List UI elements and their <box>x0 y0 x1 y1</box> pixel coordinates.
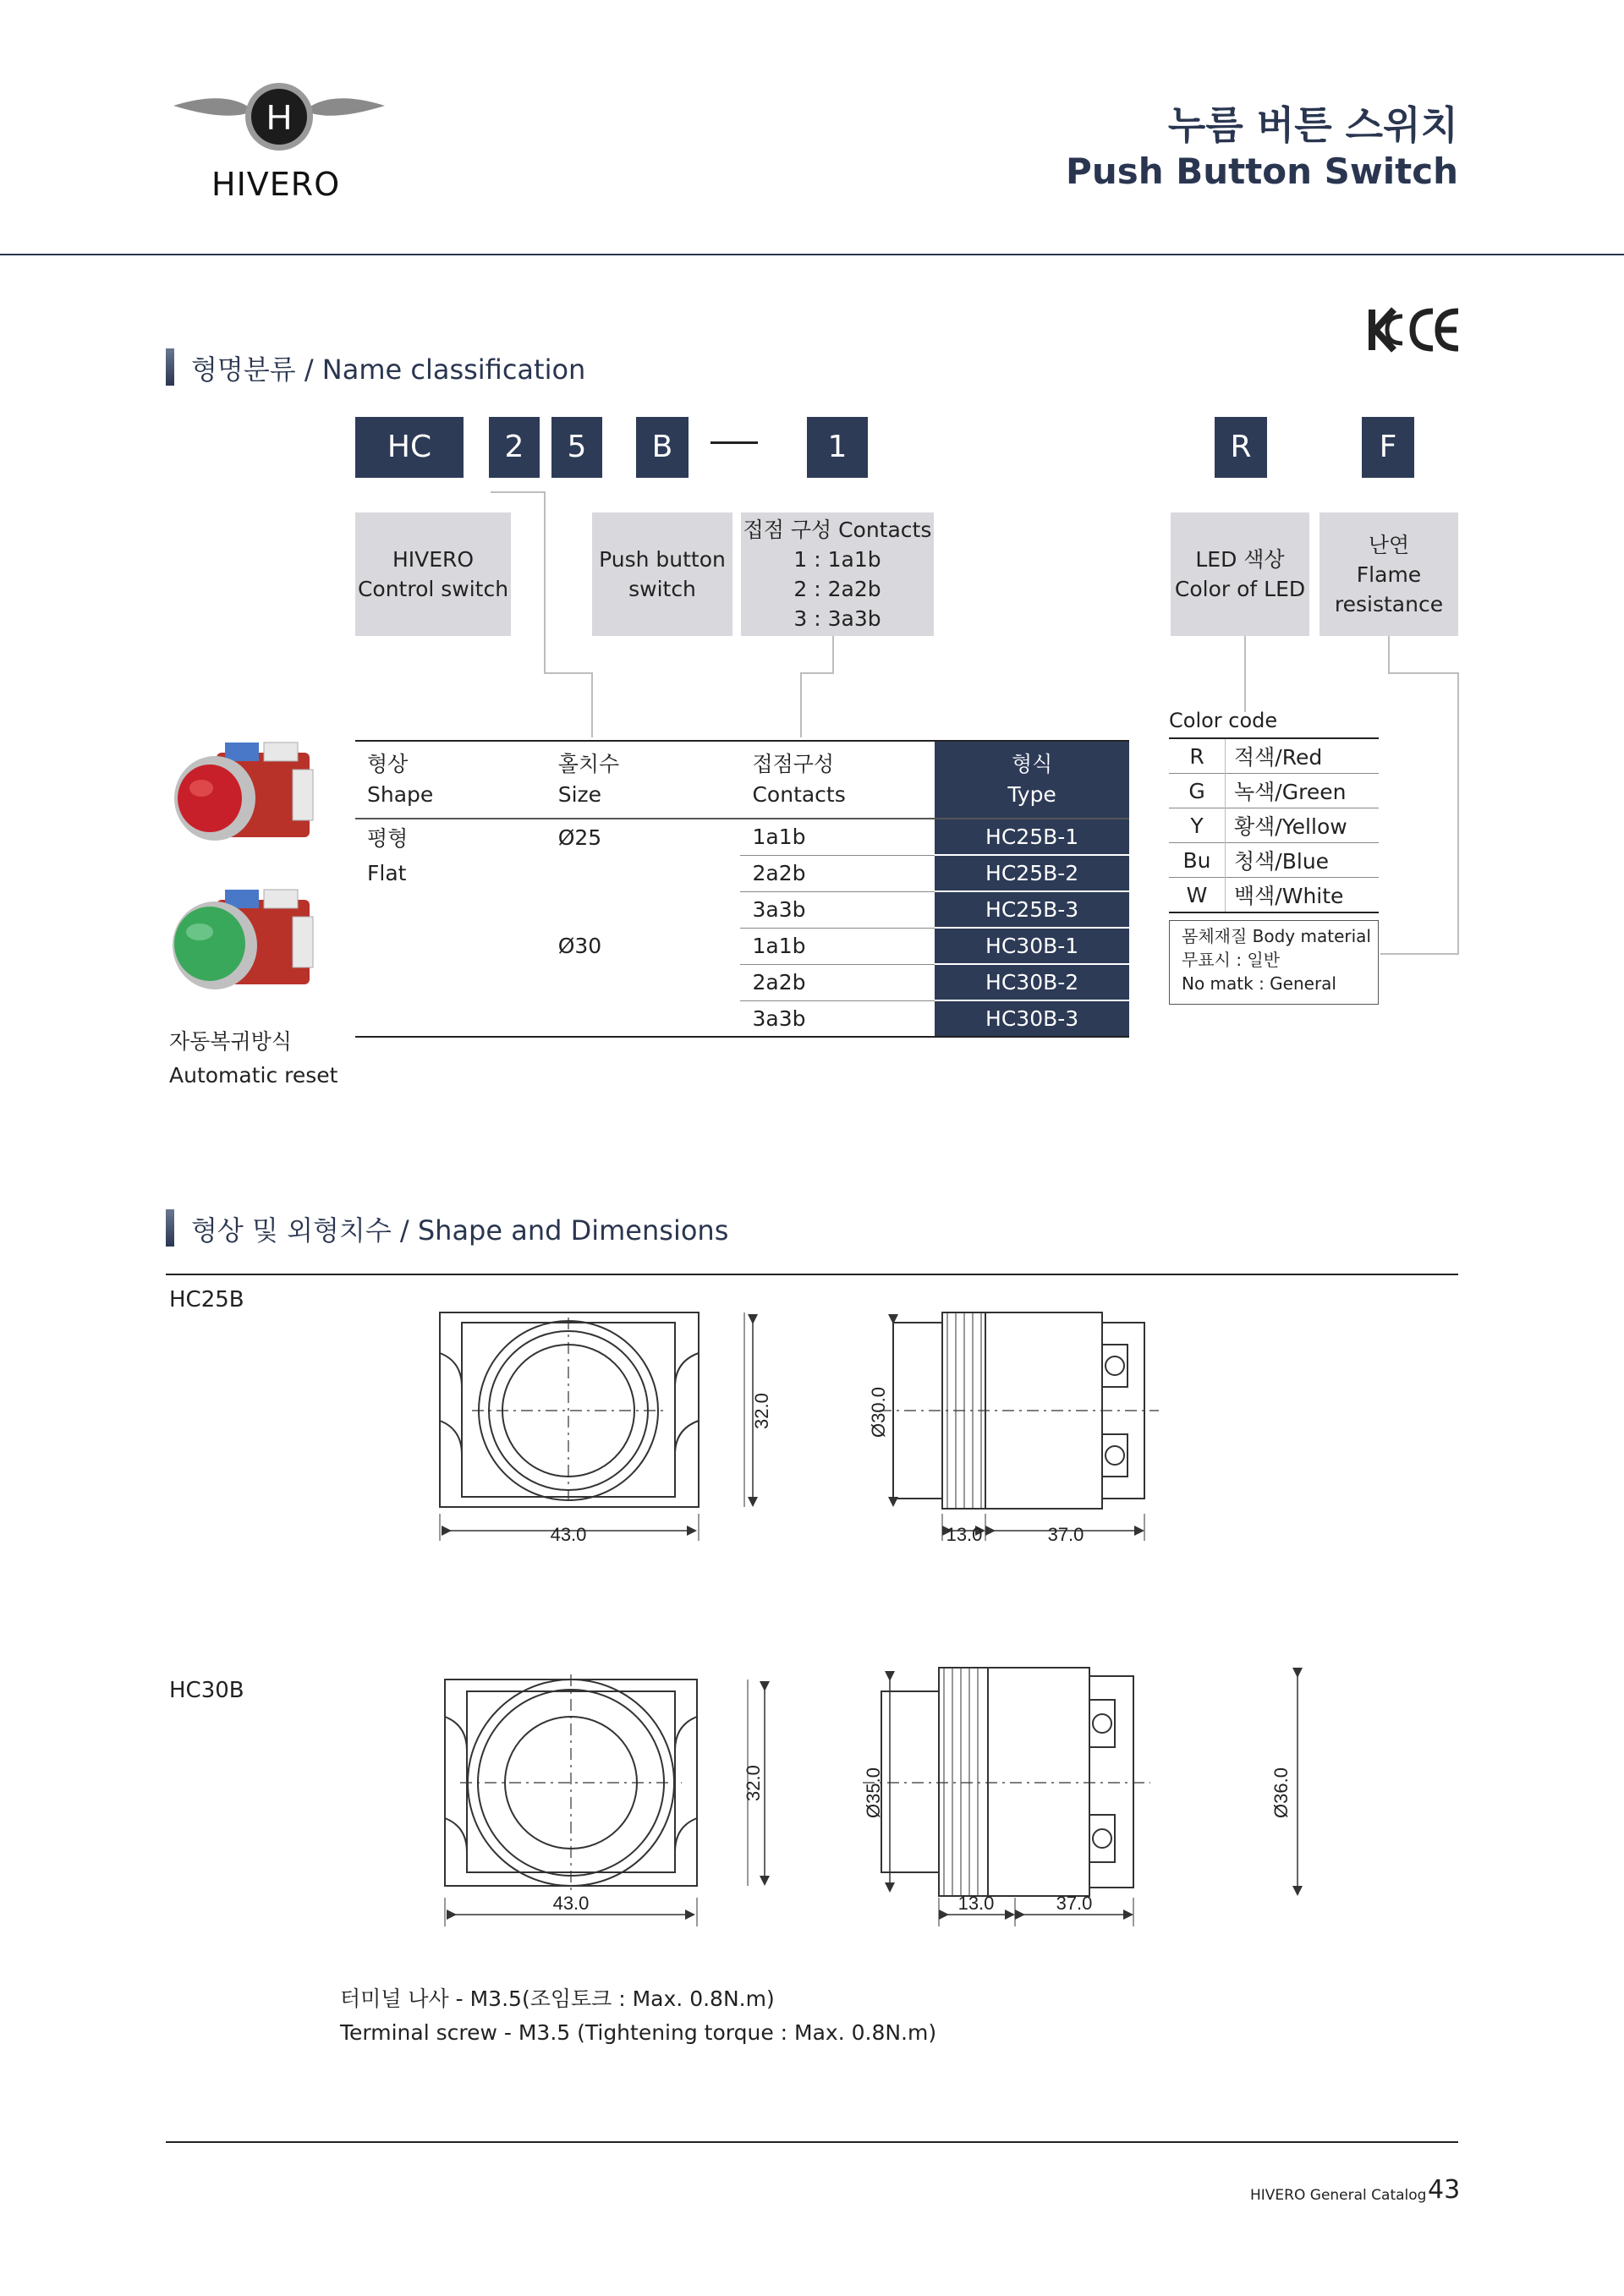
dim-front-height: 32.0 <box>751 1393 772 1429</box>
dim-front-height: 32.0 <box>743 1765 764 1801</box>
model-label-hc30b: HC30B <box>169 1678 244 1703</box>
color-code-table <box>1169 737 1379 913</box>
dim-side-diameter: Ø30.0 <box>868 1387 889 1438</box>
section-title-classification: 형명분류 / Name classification <box>191 353 586 386</box>
drawing-hc30b <box>423 1658 1303 1937</box>
dimensions-divider <box>166 1274 1458 1275</box>
brand-name: HIVERO <box>211 166 341 203</box>
reset-type <box>169 1025 337 1093</box>
footer-divider <box>166 2141 1458 2143</box>
desc-led-color: LED 색상 Color of LED <box>1171 512 1309 636</box>
type-table-header: 형상 Shape 홀치수 Size 접점구성 Contacts 형식 Type <box>355 741 1129 819</box>
dim-side-body: 37.0 <box>1047 1524 1084 1545</box>
product-photo-green <box>166 883 318 993</box>
page-title-en: Push Button Switch <box>1066 151 1458 192</box>
terminal-screw-note <box>340 1982 936 2050</box>
list-item: Bu 청색/Blue <box>1169 843 1379 878</box>
type-table <box>355 740 1129 1038</box>
code-box-hc: HC <box>355 417 464 478</box>
list-item: R 적색/Red <box>1169 738 1379 774</box>
color-code-label: Color code <box>1169 709 1278 732</box>
body-material-box: 몸체재질 Body material 무표시 : 일반 No matk : General <box>1169 920 1379 1005</box>
dim-side-body: 37.0 <box>1056 1893 1093 1914</box>
logo-letter: H <box>266 97 293 137</box>
desc-contacts: 접점 구성 Contacts 1 : 1a1b 2 : 2a2b 3 : 3a3b <box>741 512 934 636</box>
reset-type-ko: 자동복귀방식 <box>169 1029 292 1054</box>
code-box-5: 5 <box>551 417 602 478</box>
table-row: 평형 Ø25 1a1b HC25B-1 <box>355 819 1129 855</box>
section-title-dimensions: 형상 및 외형치수 / Shape and Dimensions <box>191 1214 729 1247</box>
page-title-ko: 누름 버튼 스위치 <box>1167 102 1458 148</box>
dim-side-bezel: 13.0 <box>957 1893 995 1914</box>
table-row: 2a2b HC30B-2 <box>355 964 1129 1000</box>
drawing-hc25b <box>423 1302 1269 1556</box>
product-photo-red <box>166 736 318 846</box>
desc-hivero: HIVERO Control switch <box>355 512 511 636</box>
desc-flame: 난연 Flame resistance <box>1320 512 1458 636</box>
page-number: 43 <box>1428 2175 1461 2205</box>
list-item: Y 황색/Yellow <box>1169 808 1379 843</box>
reset-type-en: Automatic reset <box>169 1063 338 1088</box>
desc-push-button: Push button switch <box>592 512 732 636</box>
footer-catalog: HIVERO General Catalog <box>1250 2187 1427 2204</box>
table-row: Ø30 1a1b HC30B-1 <box>355 928 1129 964</box>
code-box-2: 2 <box>489 417 540 478</box>
model-label-hc25b: HC25B <box>169 1287 244 1312</box>
dim-front-width: 43.0 <box>552 1893 590 1914</box>
note-ko: 터미널 나사 - M3.5(조임토크 : Max. 0.8N.m) <box>340 1986 775 2011</box>
note-en: Terminal screw - M3.5 (Tightening torque : Max. 0.8N.m) <box>340 2020 937 2045</box>
dim-side-diameter-2: Ø36.0 <box>1270 1767 1292 1818</box>
table-row: 3a3b HC30B-3 <box>355 1000 1129 1037</box>
section-marker <box>166 1209 174 1247</box>
table-row: Flat 2a2b HC25B-2 <box>355 855 1129 891</box>
code-box-f: F <box>1362 417 1414 478</box>
list-item: W 백색/White <box>1169 878 1379 913</box>
list-item: G 녹색/Green <box>1169 774 1379 808</box>
code-box-1: 1 <box>807 417 868 478</box>
code-box-r: R <box>1215 417 1267 478</box>
dim-side-bezel: 13.0 <box>946 1524 983 1545</box>
table-row: 3a3b HC25B-3 <box>355 891 1129 928</box>
code-box-b: B <box>636 417 689 478</box>
dim-front-width: 43.0 <box>550 1524 587 1545</box>
dim-side-diameter: Ø35.0 <box>863 1767 884 1818</box>
